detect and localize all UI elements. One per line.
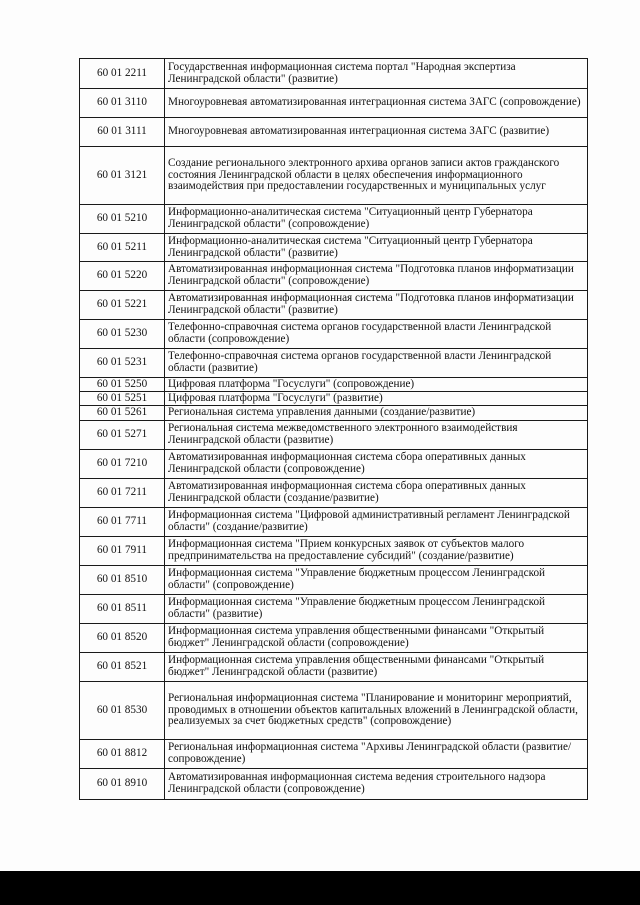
table-row — [80, 508, 588, 537]
table-row — [80, 624, 588, 653]
row-code: 60 01 3121 — [80, 147, 165, 205]
row-code: 60 01 5261 — [80, 406, 165, 421]
table-row — [80, 205, 588, 234]
row-code: 60 01 5250 — [80, 378, 165, 392]
row-description: Телефонно-справочная система органов государственной власти Ленинградской области (сопровождение) — [165, 320, 588, 349]
table-row — [80, 147, 588, 205]
row-code: 60 01 8520 — [80, 624, 165, 653]
table-body — [80, 59, 588, 800]
table-row — [80, 566, 588, 595]
table-row — [80, 118, 588, 147]
row-description: Автоматизированная информационная система ведения строительного надзора Ленинградской области (сопровождение) — [165, 769, 588, 800]
table-row — [80, 349, 588, 378]
row-description: Информационная система управления общественными финансами "Открытый бюджет" Ленинградской области (сопровождение) — [165, 624, 588, 653]
row-code: 60 01 5220 — [80, 262, 165, 291]
row-code: 60 01 7911 — [80, 537, 165, 566]
row-code: 60 01 8910 — [80, 769, 165, 800]
table-row — [80, 59, 588, 89]
table-row — [80, 262, 588, 291]
row-description: Региональная информационная система "Архивы Ленинградской области (развитие/сопровождение) — [165, 740, 588, 769]
row-description: Информационная система "Цифровой административный регламент Ленинградской области" (создание/развитие) — [165, 508, 588, 537]
scan-bottom-edge — [0, 871, 640, 905]
table-row — [80, 450, 588, 479]
row-code: 60 01 5221 — [80, 291, 165, 320]
row-code: 60 01 5210 — [80, 205, 165, 234]
row-code: 60 01 8812 — [80, 740, 165, 769]
table-row — [80, 320, 588, 349]
row-description: Региональная система управления данными (создание/развитие) — [165, 406, 588, 421]
row-description: Создание регионального электронного архива органов записи актов гражданского состояния Ленинградской области в целях обеспечения информационного взаимодействия при предоставлении государственных и муниципальных услуг — [165, 147, 588, 205]
table-row — [80, 740, 588, 769]
row-description: Телефонно-справочная система органов государственной власти Ленинградской области (развитие) — [165, 349, 588, 378]
row-code: 60 01 8510 — [80, 566, 165, 595]
row-code: 60 01 5230 — [80, 320, 165, 349]
row-code: 60 01 7211 — [80, 479, 165, 508]
table-row — [80, 378, 588, 392]
row-description: Многоуровневая автоматизированная интеграционная система ЗАГС (сопровождение) — [165, 89, 588, 118]
table-row — [80, 769, 588, 800]
row-description: Информационная система "Управление бюджетным процессом Ленинградской области" (сопровождение) — [165, 566, 588, 595]
row-code: 60 01 3111 — [80, 118, 165, 147]
row-code: 60 01 7711 — [80, 508, 165, 537]
row-code: 60 01 8521 — [80, 653, 165, 682]
row-code: 60 01 8530 — [80, 682, 165, 740]
row-description: Многоуровневая автоматизированная интеграционная система ЗАГС (развитие) — [165, 118, 588, 147]
table-row — [80, 421, 588, 450]
row-description: Региональная информационная система "Планирование и мониторинг мероприятий, проводимых в отношении объектов капитальных вложений в Ленинградской области, реализуемых за счет бюджетных средств" (сопровождение) — [165, 682, 588, 740]
row-description: Информационная система "Управление бюджетным процессом Ленинградской области" (развитие) — [165, 595, 588, 624]
row-description: Цифровая платформа "Госуслуги" (развитие) — [165, 392, 588, 406]
row-code: 60 01 5271 — [80, 421, 165, 450]
table-row — [80, 406, 588, 421]
row-description: Государственная информационная система портал "Народная экспертиза Ленинградской области" (развитие) — [165, 59, 588, 89]
row-description: Автоматизированная информационная система сбора оперативных данных Ленинградской области (сопровождение) — [165, 450, 588, 479]
row-code: 60 01 5231 — [80, 349, 165, 378]
row-code: 60 01 5251 — [80, 392, 165, 406]
table-row — [80, 537, 588, 566]
table-row — [80, 89, 588, 118]
table-row — [80, 595, 588, 624]
row-description: Информационная система управления общественными финансами "Открытый бюджет" Ленинградской области (развитие) — [165, 653, 588, 682]
table-row — [80, 291, 588, 320]
table-row — [80, 234, 588, 262]
row-description: Цифровая платформа "Госуслуги" (сопровождение) — [165, 378, 588, 392]
table-row — [80, 392, 588, 406]
row-description: Автоматизированная информационная система "Подготовка планов информатизации Ленинградской области" (сопровождение) — [165, 262, 588, 291]
row-description: Автоматизированная информационная система сбора оперативных данных Ленинградской области (создание/развитие) — [165, 479, 588, 508]
table-row — [80, 682, 588, 740]
row-description: Региональная система межведомственного электронного взаимодействия Ленинградской области (развитие) — [165, 421, 588, 450]
table-row — [80, 479, 588, 508]
table-row — [80, 653, 588, 682]
row-description: Автоматизированная информационная система "Подготовка планов информатизации Ленинградской области" (развитие) — [165, 291, 588, 320]
row-code: 60 01 5211 — [80, 234, 165, 262]
row-description: Информационно-аналитическая система "Ситуационный центр Губернатора Ленинградской области" (развитие) — [165, 234, 588, 262]
row-code: 60 01 7210 — [80, 450, 165, 479]
row-code: 60 01 8511 — [80, 595, 165, 624]
row-code: 60 01 2211 — [80, 59, 165, 89]
row-description: Информационная система "Прием конкурсных заявок от субъектов малого предпринимательства на предоставление субсидий" (создание/развитие) — [165, 537, 588, 566]
row-code: 60 01 3110 — [80, 89, 165, 118]
budget-code-table — [79, 58, 588, 800]
row-description: Информационно-аналитическая система "Ситуационный центр Губернатора Ленинградской области" (сопровождение) — [165, 205, 588, 234]
